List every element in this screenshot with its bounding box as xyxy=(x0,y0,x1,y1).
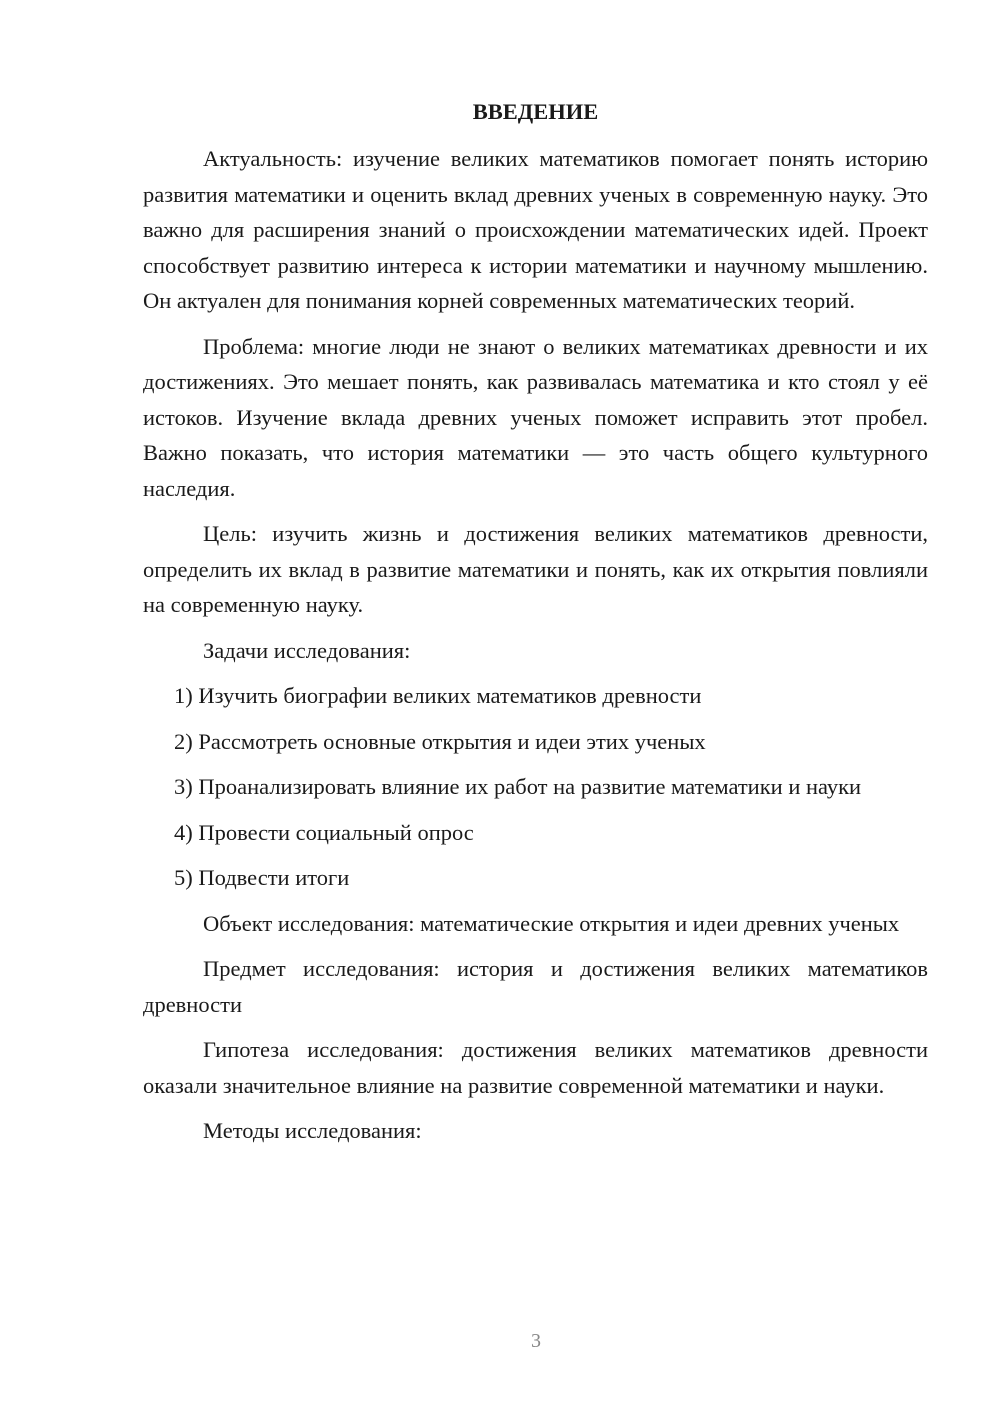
document-body xyxy=(143,94,928,1159)
goal-paragraph: Цель: изучить жизнь и достижения великих математиков древности, определить их вклад в развитие математики и понять, как их открытия повлияли на современную науку. xyxy=(143,521,928,617)
task-item: 4) Провести социальный опрос xyxy=(174,819,474,845)
task-item: 2) Рассмотреть основные открытия и идеи этих ученых xyxy=(174,728,706,754)
object-paragraph: Объект исследования: математические открытия и идеи древних ученых xyxy=(203,910,900,936)
problem-paragraph: Проблема: многие люди не знают о великих математиках древности и их достижениях. Это мешает понять, как развивалась математика и кто стоял у её истоков. Изучение вклада древних ученых поможет исправить этот пробел. Важно показать, что история математики — это часть общего культурного наследия. xyxy=(143,333,928,501)
tasks-title: Задачи исследования: xyxy=(203,637,411,663)
task-item: 5) Подвести итоги xyxy=(174,865,350,890)
methods-title: Методы исследования: xyxy=(203,1118,422,1143)
subject-paragraph: Предмет исследования: история и достижения великих математиков древности xyxy=(143,956,928,1017)
task-item: 1) Изучить биографии великих математиков древности xyxy=(174,683,702,708)
section-heading: ВВЕДЕНИЕ xyxy=(472,99,599,124)
page-number: 3 xyxy=(531,1330,541,1352)
task-item: 3) Проанализировать влияние их работ на развитие математики и науки xyxy=(174,774,862,799)
relevance-paragraph: Актуальность: изучение великих математиков помогает понять историю развития математики и оценить вклад древних ученых в современную науку. Это важно для расширения знаний о происхождении математических идей. Проект способствует развитию интереса к истории математики и научному мышлению. Он актуален для понимания корней современных математических теорий. xyxy=(143,146,928,313)
hypothesis-paragraph: Гипотеза исследования: достижения великих математиков древности оказали значительное влияние на развитие современной математики и науки. xyxy=(143,1037,928,1098)
